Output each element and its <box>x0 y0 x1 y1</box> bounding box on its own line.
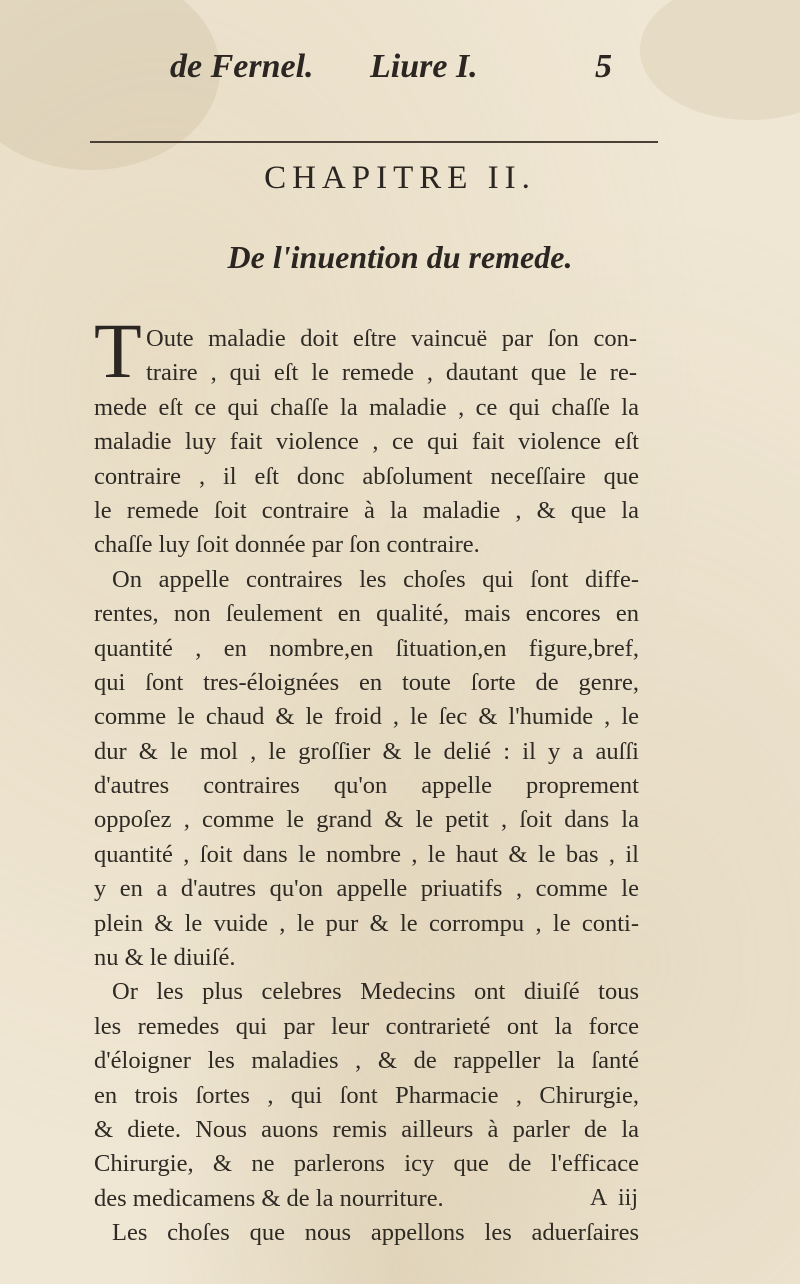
text-line: & diete. Nous auons remis ailleurs à parler de la <box>94 1116 639 1143</box>
header-book: Liure I. <box>370 48 478 85</box>
header-rule <box>90 141 658 143</box>
text-line: comme le chaud & le froid , le ſec & l'humide , le <box>94 703 639 731</box>
paper-stain <box>640 0 800 120</box>
text-line: contraire , il eſt donc abſolument neceſſaire que <box>94 462 639 490</box>
signature-mark: A iij <box>590 1185 639 1211</box>
text-line: quantité , en nombre,en ſituation,en figure,bref, <box>94 634 639 662</box>
text-line: On appelle contraires les choſes qui ſont diffe- <box>112 565 639 593</box>
text-line: rentes, non ſeulement en qualité, mais encores en <box>94 600 639 628</box>
text-line: chaſſe luy ſoit donnée par ſon contraire. <box>94 531 480 559</box>
text-line: qui ſont tres-éloignées en toute ſorte de genre, <box>94 668 639 696</box>
chapter-title: CHAPITRE II. <box>264 160 536 196</box>
text-line: Oute maladie doit eſtre vaincuë par ſon con- <box>146 325 637 352</box>
text-line: les remedes qui par leur contrarieté ont la force <box>94 1012 639 1040</box>
drop-cap: T <box>94 307 142 394</box>
text-line: d'autres contraires qu'on appelle proprement <box>94 772 639 800</box>
text-line: nu & le diuiſé. <box>94 944 236 972</box>
text-line: en trois ſortes , qui ſont Pharmacie , Chirurgie, <box>94 1081 639 1109</box>
text-line: y en a d'autres qu'on appelle priuatifs , comme le <box>94 875 639 903</box>
text-line: le remede ſoit contraire à la maladie , & que la <box>94 496 639 524</box>
text-line: Or les plus celebres Medecins ont diuiſé tous <box>112 978 639 1006</box>
chapter-subtitle: De l'inuention du remede. <box>227 239 573 275</box>
header-author: de Fernel. <box>170 48 314 85</box>
text-line: maladie luy fait violence , ce qui fait violence eſt <box>94 428 639 456</box>
text-line: plein & le vuide , le pur & le corrompu , le conti- <box>94 909 639 937</box>
text-line: des medicamens & de la nourriture. <box>94 1184 444 1212</box>
page-number: 5 <box>595 48 612 85</box>
text-line: traire , qui eſt le remede , dautant que le re- <box>146 359 637 387</box>
opening-lines <box>146 322 637 391</box>
text-line: Chirurgie, & ne parlerons icy que de l'efficace <box>94 1150 639 1178</box>
running-header <box>170 48 630 98</box>
text-line: d'éloigner les maladies , & de rappeller la ſanté <box>94 1047 639 1075</box>
text-line: Les choſes que nous appellons les aduerſaires <box>112 1219 639 1247</box>
text-line: oppoſez , comme le grand & le petit , ſoit dans la <box>94 806 639 834</box>
body-text <box>94 391 639 1251</box>
text-line: quantité , ſoit dans le nombre , le haut & le bas , il <box>94 840 639 868</box>
text-line: mede eſt ce qui chaſſe la maladie , ce qui chaſſe la <box>94 393 639 421</box>
text-line: dur & le mol , le groſſier & le delié : il y a auſſi <box>94 737 639 765</box>
